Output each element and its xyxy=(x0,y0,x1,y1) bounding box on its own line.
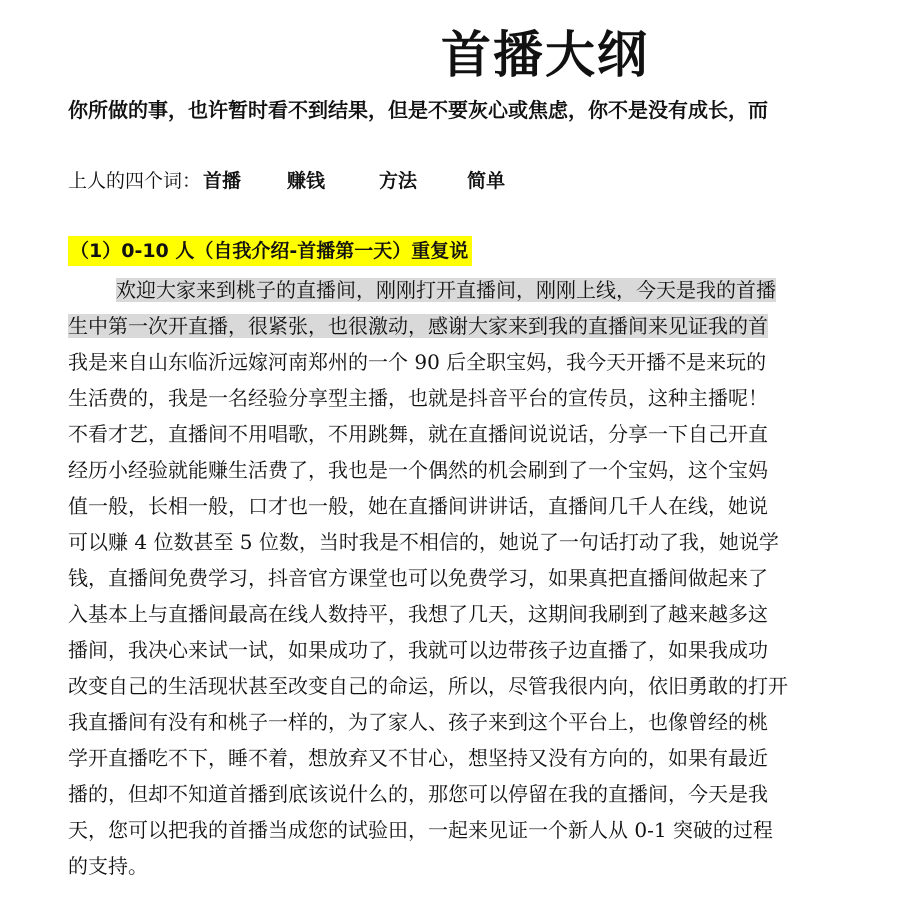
keyword-method: 方法 xyxy=(379,170,418,192)
paragraph-line: 入基本上与直播间最高在线人数持平，我想了几天，这期间我刷到了越来越多这 xyxy=(68,602,768,626)
paragraph xyxy=(68,272,900,884)
paragraph-line: 播的，但却不知道首播到底该说什么的，那您可以停留在我的直播间，今天是我 xyxy=(68,782,768,806)
paragraph-line: 值一般，长相一般，口才也一般，她在直播间讲讲话，直播间几千人在线，她说 xyxy=(68,494,768,518)
paragraph-line: 欢迎大家来到桃子的直播间，刚刚打开直播间，刚刚上线，今天是我的首播 xyxy=(116,278,776,302)
paragraph-line: 经历小经验就能赚生活费了，我也是一个偶然的机会刷到了一个宝妈，这个宝妈 xyxy=(68,458,768,482)
paragraph-line: 学开直播吃不下，睡不着，想放弃又不甘心，想坚持又没有方向的，如果有最近 xyxy=(68,746,768,770)
paragraph-line: 改变自己的生活现状甚至改变自己的命运，所以，尽管我很内向，依旧勇敢的打开 xyxy=(68,674,788,698)
keywords-label: 上人的四个词： xyxy=(68,170,202,192)
paragraph-line: 天，您可以把我的首播当成您的试验田，一起来见证一个新人从 0-1 突破的过程 xyxy=(68,818,773,842)
motto-line: 你所做的事，也许暂时看不到结果，但是不要灰心或焦虑，你不是没有成长，而 xyxy=(68,98,768,122)
keyword-simple: 简单 xyxy=(467,170,506,192)
section-heading: （1）0-10 人（自我介绍-首播第一天）重复说 xyxy=(68,236,472,266)
paragraph-line: 生中第一次开直播，很紧张，也很激动，感谢大家来到我的直播间来见证我的首 xyxy=(68,314,768,338)
paragraph-line: 播间，我决心来试一试，如果成功了，我就可以边带孩子边直播了，如果我成功 xyxy=(68,638,768,662)
paragraph-line: 我是来自山东临沂远嫁河南郑州的一个 90 后全职宝妈，我今天开播不是来玩的 xyxy=(68,350,767,374)
keywords-line xyxy=(68,166,505,196)
document-title: 首播大纲 xyxy=(441,26,649,84)
keyword-earn-money: 赚钱 xyxy=(287,170,326,192)
paragraph-line: 我直播间有没有和桃子一样的，为了家人、孩子来到这个平台上，也像曾经的桃 xyxy=(68,710,768,734)
paragraph-line: 可以赚 4 位数甚至 5 位数，当时我是不相信的，她说了一句话打动了我，她说学 xyxy=(68,530,779,554)
paragraph-line: 不看才艺，直播间不用唱歌，不用跳舞，就在直播间说说话，分享一下自己开直 xyxy=(68,422,768,446)
paragraph-line: 钱，直播间免费学习，抖音官方课堂也可以免费学习，如果真把直播间做起来了 xyxy=(68,566,768,590)
paragraph-line: 的支持。 xyxy=(68,854,148,878)
paragraph-line: 生活费的，我是一名经验分享型主播，也就是抖音平台的宣传员，这种主播呢！ xyxy=(68,386,768,410)
keyword-first-broadcast: 首播 xyxy=(203,170,242,192)
